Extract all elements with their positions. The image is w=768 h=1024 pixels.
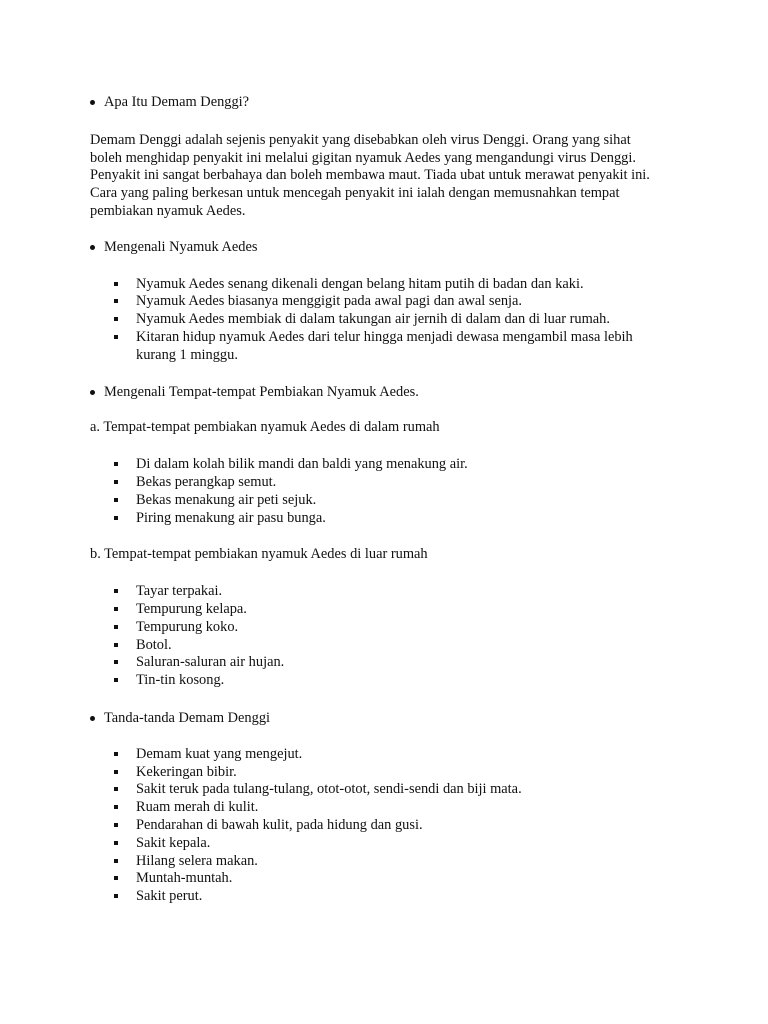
intro-paragraph [90, 132, 690, 221]
list-item [90, 853, 690, 871]
list-item-text: Hilang selera makan. [136, 852, 258, 869]
list-item [90, 311, 690, 329]
list-item [90, 764, 690, 782]
sub-heading-luar-rumah: b. Tempat-tempat pembiakan nyamuk Aedes di luar rumah [90, 546, 428, 563]
nyamuk-facts-list [90, 276, 690, 365]
list-item [90, 799, 690, 817]
list-item [90, 672, 690, 690]
bullet-dot-icon [90, 100, 95, 105]
square-bullet-icon [114, 462, 118, 466]
list-item-text: Bekas perangkap semut. [136, 473, 277, 490]
tanda-tanda-list [90, 746, 690, 906]
paragraph-line: boleh menghidap penyakit ini melalui gigitan nyamuk Aedes yang mengandungi virus Denggi. [90, 149, 636, 166]
list-item-text: Nyamuk Aedes membiak di dalam takungan air jernih di dalam dan di luar rumah. [136, 311, 610, 328]
heading-text: Tanda-tanda Demam Denggi [104, 709, 271, 726]
bullet-dot-icon [90, 390, 95, 395]
paragraph-line: Penyakit ini sangat berbahaya dan boleh membawa maut. Tiada ubat untuk merawat penyakit ini. [90, 167, 650, 184]
list-item-text: Tempurung koko. [136, 618, 239, 635]
list-item [90, 888, 690, 906]
list-item-text: Demam kuat yang mengejut. [136, 745, 303, 762]
list-item [90, 492, 690, 510]
list-item-text: Piring menakung air pasu bunga. [136, 509, 326, 526]
list-item [90, 329, 690, 365]
square-bullet-icon [114, 823, 118, 827]
list-item-text: Botol. [136, 636, 172, 653]
heading-text: Apa Itu Demam Denggi? [104, 94, 250, 110]
sub-heading-dalam-rumah: a. Tempat-tempat pembiakan nyamuk Aedes di dalam rumah [90, 419, 440, 436]
document-page [90, 94, 690, 906]
square-bullet-icon [114, 859, 118, 863]
square-bullet-icon [114, 894, 118, 898]
section-heading-tanda-tanda [90, 710, 690, 728]
square-bullet-icon [114, 607, 118, 611]
list-item-text: Kekeringan bibir. [136, 763, 237, 780]
square-bullet-icon [114, 498, 118, 502]
list-item [90, 583, 690, 601]
paragraph-line: Cara yang paling berkesan untuk mencegah penyakit ini ialah dengan memusnahkan tempat [90, 185, 620, 202]
list-item-text: Bekas menakung air peti sejuk. [136, 491, 317, 508]
list-item-text: Pendarahan di bawah kulit, pada hidung dan gusi. [136, 816, 423, 833]
section-heading-tempat-pembiakan [90, 384, 690, 402]
square-bullet-icon [114, 317, 118, 321]
square-bullet-icon [114, 643, 118, 647]
square-bullet-icon [114, 678, 118, 682]
square-bullet-icon [114, 516, 118, 520]
list-item-text: Muntah-muntah. [136, 870, 233, 887]
square-bullet-icon [114, 752, 118, 756]
list-item [90, 817, 690, 835]
list-item-text: Nyamuk Aedes senang dikenali dengan belang hitam putih di badan dan kaki. [136, 275, 584, 292]
list-item-text: Tin-tin kosong. [136, 672, 225, 689]
paragraph-line: Demam Denggi adalah sejenis penyakit yang disebabkan oleh virus Denggi. Orang yang sihat [90, 131, 631, 148]
list-item [90, 474, 690, 492]
list-item [90, 276, 690, 294]
luar-rumah-list [90, 583, 690, 690]
square-bullet-icon [114, 282, 118, 286]
square-bullet-icon [114, 841, 118, 845]
square-bullet-icon [114, 787, 118, 791]
square-bullet-icon [114, 805, 118, 809]
square-bullet-icon [114, 660, 118, 664]
list-item [90, 654, 690, 672]
square-bullet-icon [114, 770, 118, 774]
dalam-rumah-list [90, 456, 690, 527]
list-item [90, 510, 690, 528]
square-bullet-icon [114, 625, 118, 629]
list-item-text: Sakit kepala. [136, 834, 211, 851]
list-item [90, 870, 690, 888]
list-item [90, 601, 690, 619]
list-item-text: Sakit teruk pada tulang-tulang, otot-otot, sendi-sendi dan biji mata. [136, 781, 522, 798]
list-item-text: Sakit perut. [136, 888, 203, 905]
list-item-text: Ruam merah di kulit. [136, 799, 259, 816]
list-item-text: Kitaran hidup nyamuk Aedes dari telur hingga menjadi dewasa mengambil masa lebih [136, 328, 633, 345]
square-bullet-icon [114, 589, 118, 593]
square-bullet-icon [114, 335, 118, 339]
square-bullet-icon [114, 480, 118, 484]
section-heading-apa-itu [90, 94, 690, 112]
paragraph-line: pembiakan nyamuk Aedes. [90, 202, 246, 219]
heading-text: Mengenali Nyamuk Aedes [104, 238, 258, 255]
section-heading-mengenali-nyamuk [90, 239, 690, 257]
list-item [90, 456, 690, 474]
list-item-text: Tayar terpakai. [136, 583, 223, 600]
bullet-dot-icon [90, 716, 95, 721]
list-item [90, 835, 690, 853]
list-item-text: kurang 1 minggu. [136, 346, 238, 363]
square-bullet-icon [114, 876, 118, 880]
list-item-text: Tempurung kelapa. [136, 600, 247, 617]
square-bullet-icon [114, 299, 118, 303]
list-item-text: Di dalam kolah bilik mandi dan baldi yang menakung air. [136, 456, 468, 473]
list-item [90, 619, 690, 637]
list-item [90, 781, 690, 799]
list-item-text: Nyamuk Aedes biasanya menggigit pada awal pagi dan awal senja. [136, 293, 523, 310]
list-item [90, 637, 690, 655]
list-item [90, 746, 690, 764]
list-item [90, 293, 690, 311]
bullet-dot-icon [90, 245, 95, 250]
heading-text: Mengenali Tempat-tempat Pembiakan Nyamuk Aedes. [104, 383, 419, 400]
list-item-text: Saluran-saluran air hujan. [136, 654, 285, 671]
